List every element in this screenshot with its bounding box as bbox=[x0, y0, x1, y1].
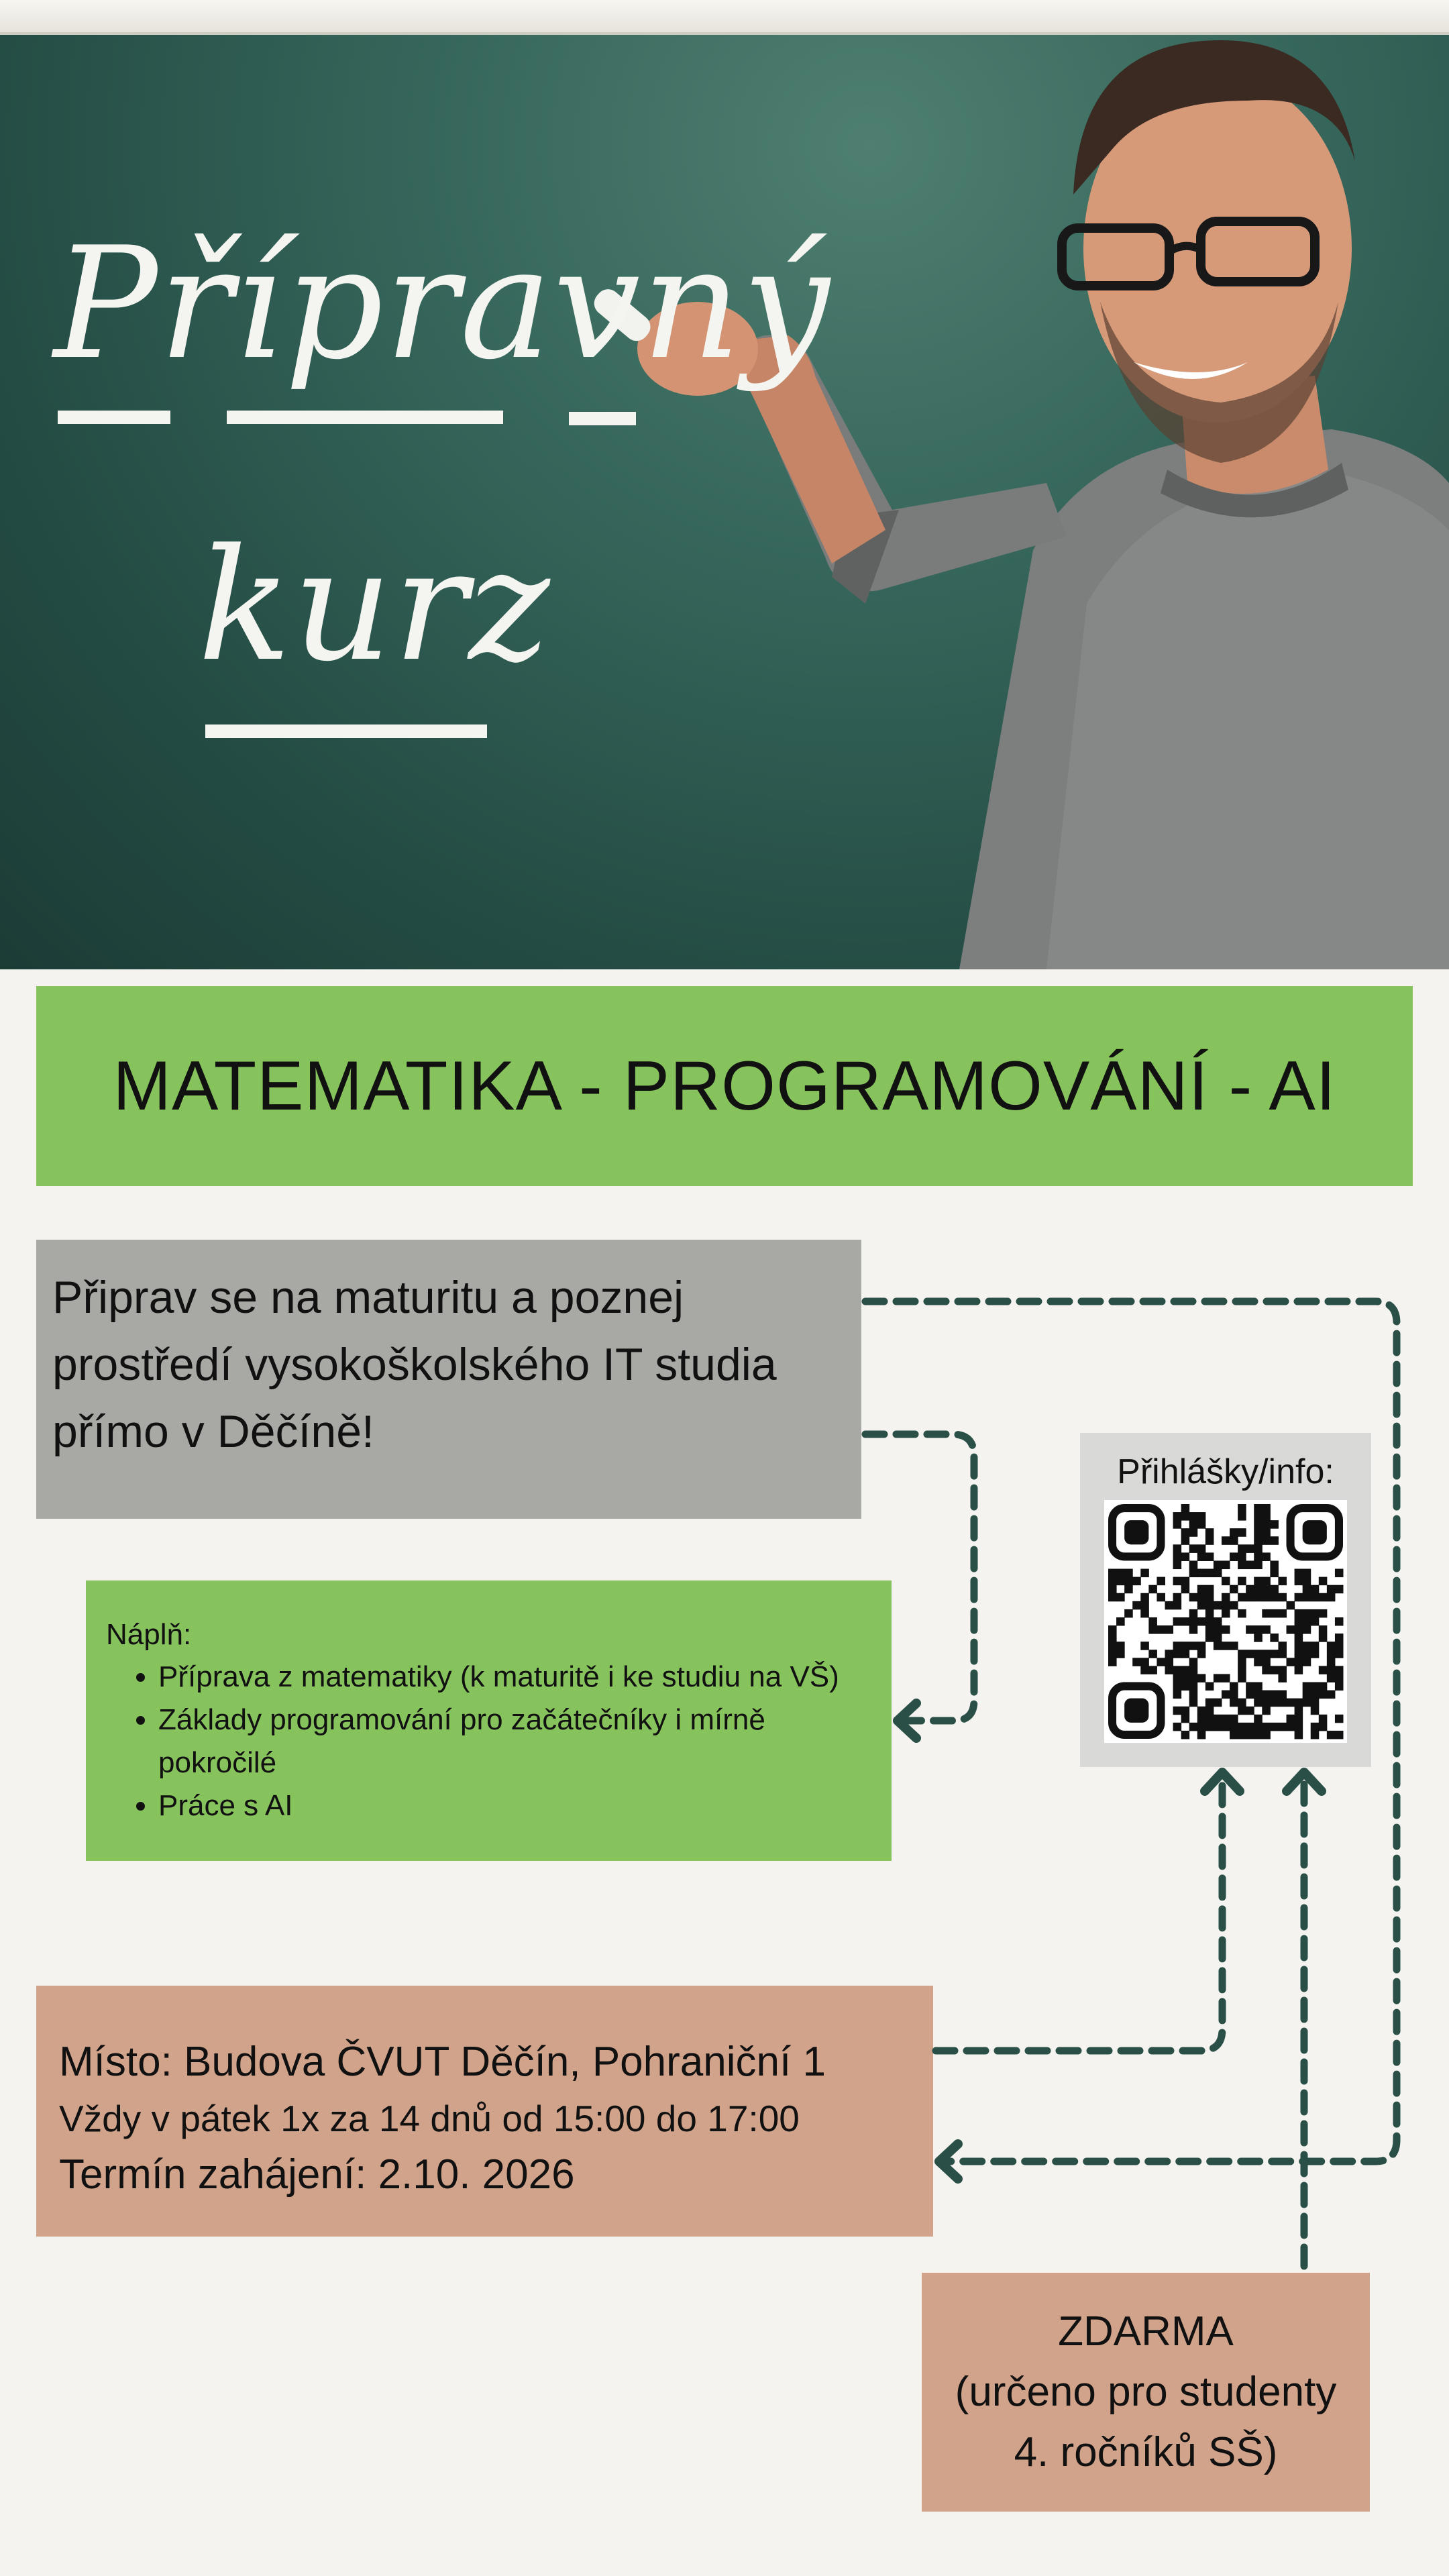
hero-banner bbox=[0, 0, 1449, 969]
intro-box bbox=[36, 1240, 861, 1519]
arrowhead bbox=[939, 2144, 958, 2179]
arrowhead bbox=[1205, 1772, 1240, 1791]
course-title-line1: Přípravný bbox=[54, 215, 831, 394]
chalk-underline bbox=[227, 411, 503, 424]
qr-label: Přihlášky/info: bbox=[1117, 1452, 1334, 1491]
free-line: ZDARMA bbox=[1058, 2308, 1234, 2355]
list-item: • Základy programování pro začátečníky i mírně pokročilé bbox=[158, 1699, 871, 1784]
content-list bbox=[106, 1656, 871, 1827]
content-label: Náplň: bbox=[106, 1618, 192, 1651]
location-schedule: Vždy v pátek 1x za 14 dnů od 15:00 do 17:00 bbox=[59, 2098, 800, 2139]
subject-text: MATEMATIKA - PROGRAMOVÁNÍ - AI bbox=[113, 1046, 1336, 1125]
chalk-underline bbox=[569, 412, 636, 425]
arrow-location-to-qr bbox=[936, 1784, 1222, 2051]
course-title-line2: kurz bbox=[198, 517, 551, 696]
arrowhead bbox=[898, 1703, 916, 1738]
chalk-underline bbox=[205, 724, 487, 738]
subject-banner bbox=[36, 986, 1413, 1186]
teacher-illustration bbox=[0, 0, 1449, 969]
free-box bbox=[922, 2273, 1370, 2512]
location-start-date: Termín zahájení: 2.10. 2026 bbox=[59, 2151, 575, 2198]
list-item: • Práce s AI bbox=[158, 1784, 871, 1827]
list-item: • Příprava z matematiky (k maturitě i ke studiu na VŠ) bbox=[158, 1656, 871, 1699]
qr-panel[interactable] bbox=[1080, 1433, 1371, 1767]
location-box bbox=[36, 1986, 933, 2237]
free-line: 4. ročníků SŠ) bbox=[1014, 2429, 1278, 2475]
chalk-underline bbox=[58, 411, 170, 424]
arrowhead bbox=[1287, 1772, 1322, 1791]
qr-code[interactable] bbox=[1104, 1500, 1347, 1743]
qr-code-image bbox=[1104, 1500, 1347, 1743]
free-line: (určeno pro studenty bbox=[955, 2369, 1337, 2415]
content-box bbox=[86, 1580, 892, 1861]
location-place: Místo: Budova ČVUT Děčín, Pohraniční 1 bbox=[59, 2039, 826, 2085]
intro-line: prostředí vysokoškolského IT studia bbox=[52, 1339, 777, 1390]
intro-line: Připrav se na maturitu a poznej bbox=[52, 1272, 684, 1323]
intro-line: přímo v Děčíně! bbox=[52, 1406, 374, 1457]
